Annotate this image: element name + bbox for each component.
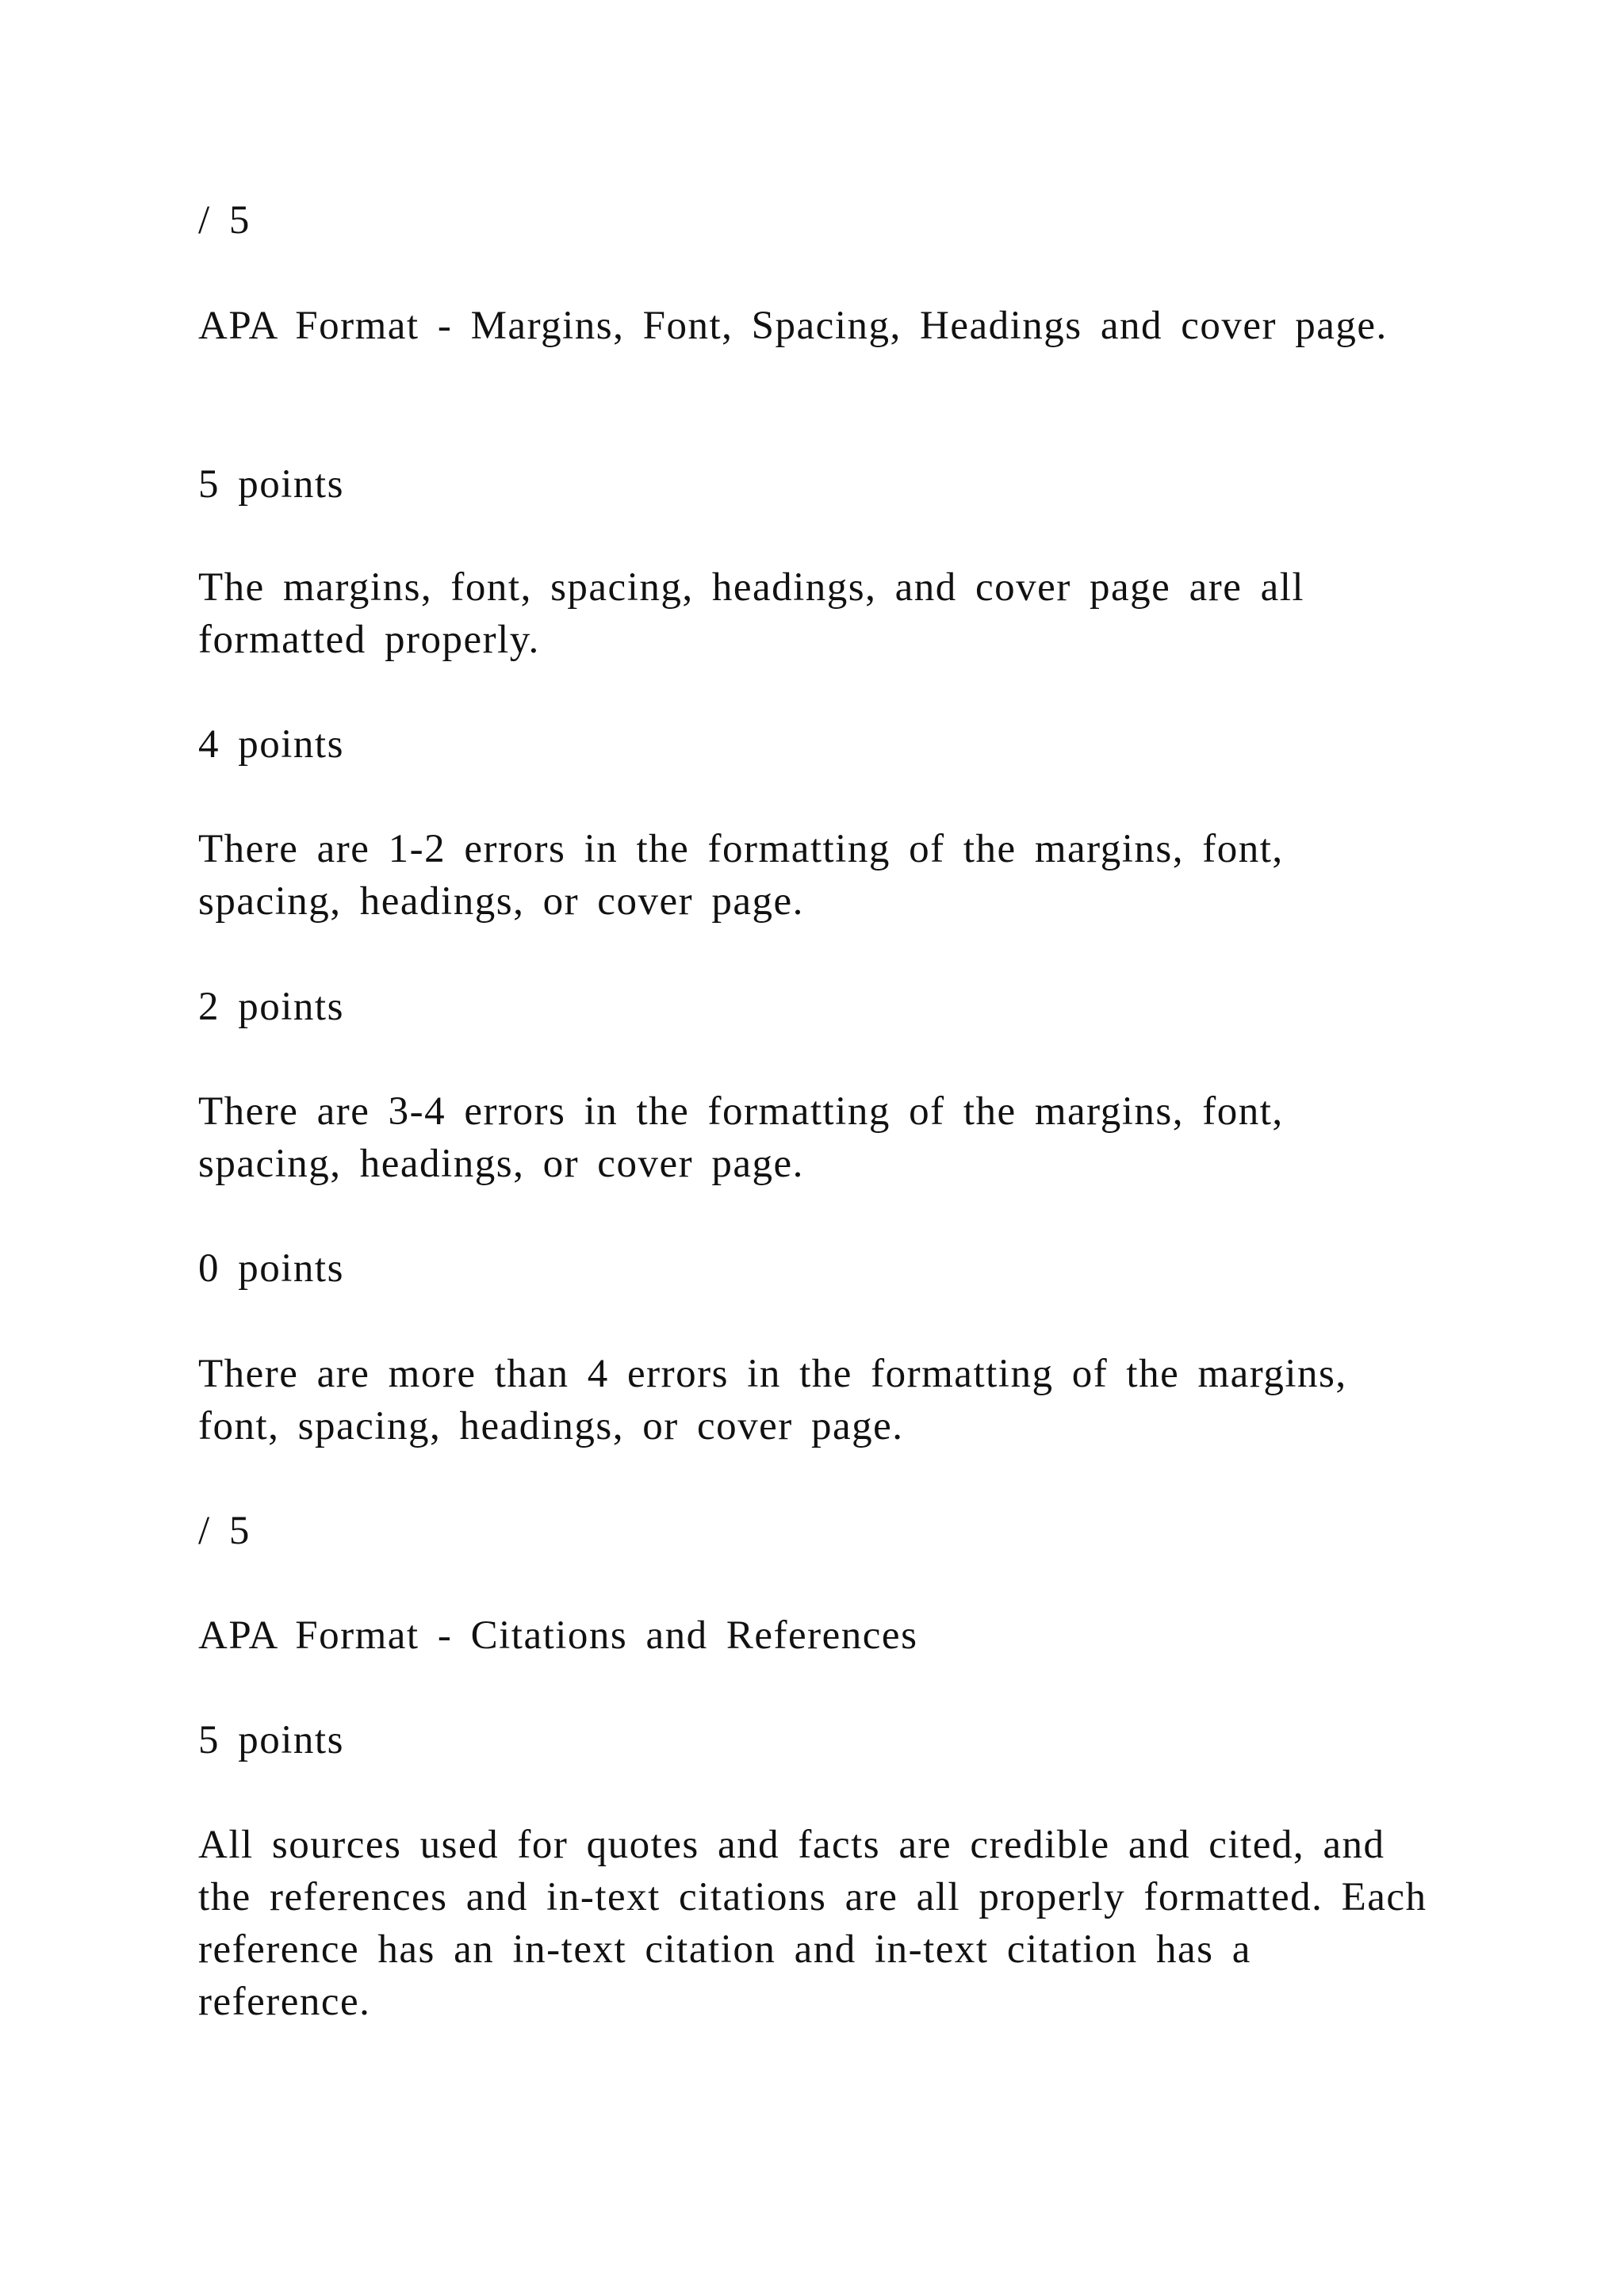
- points-label: 5 points: [198, 1718, 344, 1762]
- criterion-description: There are more than 4 errors in the formatting of the margins, font, spacing, headings, or cover page.: [198, 1352, 1347, 1448]
- criterion-description: All sources used for quotes and facts are credible and cited, and the references and in-text citations are all properly formatted. Each reference has an in-text citation and in-text citation has a reference.: [198, 1823, 1427, 2024]
- criterion-description: There are 3-4 errors in the formatting of the margins, font, spacing, headings, or cover page.: [198, 1089, 1284, 1186]
- score-fraction: / 5: [198, 198, 251, 243]
- criterion-title: APA Format - Margins, Font, Spacing, Headings and cover page.: [198, 304, 1388, 348]
- points-label: 4 points: [198, 722, 344, 767]
- points-label: 0 points: [198, 1246, 344, 1291]
- criterion-title: APA Format - Citations and References: [198, 1613, 918, 1658]
- points-label: 5 points: [198, 462, 344, 507]
- points-label: 2 points: [198, 985, 344, 1029]
- criterion-description: The margins, font, spacing, headings, and cover page are all formatted properly.: [198, 565, 1305, 662]
- score-fraction: / 5: [198, 1509, 251, 1553]
- criterion-description: There are 1-2 errors in the formatting of the margins, font, spacing, headings, or cover page.: [198, 827, 1284, 924]
